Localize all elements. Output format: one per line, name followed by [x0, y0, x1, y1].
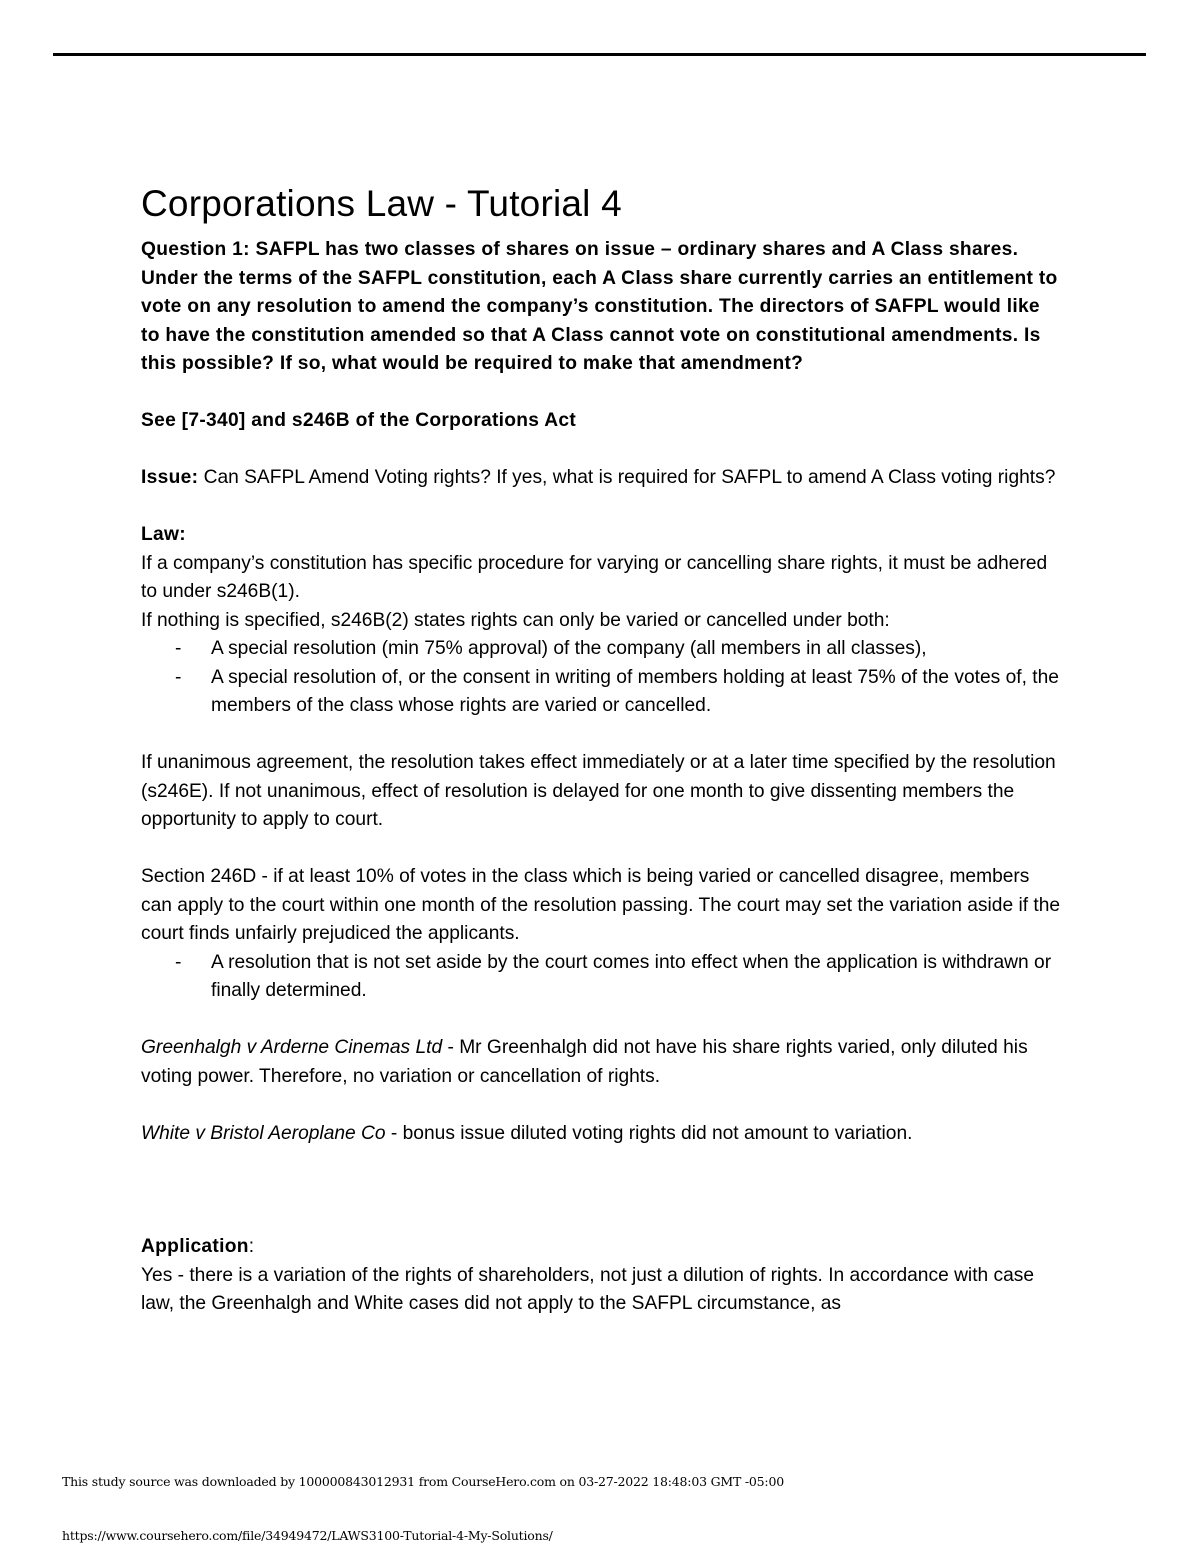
- document-title: Corporations Law - Tutorial 4: [141, 183, 622, 224]
- download-source-note: This study source was downloaded by 100000843012931 from CourseHero.com on 03-27-2022 18:48:03 GMT -05:00: [62, 1474, 784, 1489]
- law-bullet-item: - A resolution that is not set aside by the court comes into effect when the application is withdrawn or finally determined.: [211, 949, 1061, 1006]
- law-bullet-list-2: [141, 949, 1061, 1006]
- document-body: [141, 180, 1061, 1319]
- case-text: - bonus issue diluted voting rights did not amount to variation.: [385, 1122, 913, 1144]
- issue-paragraph: [141, 464, 1061, 493]
- law-bullet-item: - A special resolution (min 75% approval) of the company (all members in all classes),: [211, 635, 1061, 664]
- law-bullet-list: [141, 635, 1061, 721]
- law-paragraph-1: If a company’s constitution has specific procedure for varying or cancelling share rights, it must be adhered to under s246B(1).: [141, 552, 1048, 602]
- issue-text: Can SAFPL Amend Voting rights? If yes, what is required for SAFPL to amend A Class voting rights?: [198, 467, 1056, 488]
- case-name: White v Bristol Aeroplane Co: [141, 1122, 386, 1144]
- law-bullet-item: - A special resolution of, or the consent in writing of members holding at least 75% of the votes of, the members of the class whose rights are varied or cancelled.: [211, 664, 1061, 721]
- case-greenhalgh: [141, 1034, 1061, 1091]
- issue-label: Issue:: [141, 467, 199, 488]
- law-paragraph-4: Section 246D - if at least 10% of votes in the class which is being varied or cancelled disagree, members can apply to the court within one month of the resolution passing. The court may set the variation aside if the court finds unfairly prejudiced the applicants.: [141, 866, 1061, 944]
- law-paragraph-3: If unanimous agreement, the resolution takes effect immediately or at a later time specified by the resolution (s246E). If not unanimous, effect of resolution is delayed for one month to give dissenting members the opportunity to apply to court.: [141, 752, 1056, 830]
- application-colon: :: [248, 1236, 255, 1257]
- application-label: Application: [141, 1236, 249, 1257]
- see-reference: See [7-340] and s246B of the Corporations Act: [141, 410, 577, 431]
- application-heading: [141, 1233, 1061, 1262]
- top-rule: [53, 53, 1146, 56]
- source-url: https://www.coursehero.com/file/34949472/LAWS3100-Tutorial-4-My-Solutions/: [62, 1528, 553, 1543]
- law-paragraph-2: If nothing is specified, s246B(2) states rights can only be varied or cancelled under both:: [141, 609, 890, 631]
- law-label: Law:: [141, 524, 186, 545]
- case-name: Greenhalgh v Arderne Cinemas Ltd: [141, 1037, 443, 1058]
- case-white: [141, 1120, 1061, 1149]
- question-text: Question 1: SAFPL has two classes of shares on issue – ordinary shares and A Class shares. Under the terms of the SAFPL constitution, each A Class share currently carries an entitlement to vote on any resolution to amend the company’s constitution. The directors of SAFPL would like to have the constitution amended so that A Class cannot vote on constitutional amendments. Is this possible? If so, what would be required to make that amendment?: [141, 239, 1058, 374]
- application-paragraph: Yes - there is a variation of the rights of shareholders, not just a dilution of rights. In accordance with case law, the Greenhalgh and White cases did not apply to the SAFPL circumstance, as: [141, 1264, 1035, 1314]
- case-text: - Mr Greenhalgh did not have his share rights varied, only diluted his voting power. Therefore, no variation or cancellation of rights.: [141, 1037, 1028, 1087]
